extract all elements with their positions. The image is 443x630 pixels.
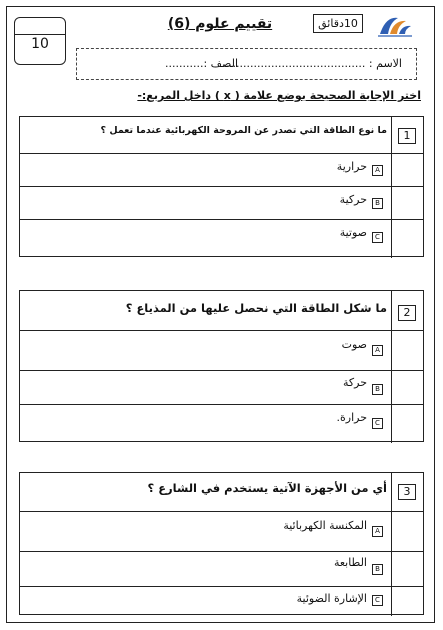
option-letter: B <box>372 384 383 395</box>
column-divider <box>391 405 392 443</box>
option-text: الإشارة الضوئية <box>296 592 367 605</box>
duration-box: 10دقائق <box>313 14 363 33</box>
question-2 <box>19 290 424 442</box>
option-text: الطابعة <box>333 556 367 569</box>
option-letter: A <box>372 345 383 356</box>
option-text: صوت <box>341 338 367 351</box>
option-row[interactable] <box>20 219 423 258</box>
question-3 <box>19 472 424 615</box>
option-text: حرارة. <box>336 411 367 424</box>
option-text: المكنسة الكهربائية <box>283 519 367 532</box>
option-text: حرارية <box>336 160 367 173</box>
student-name-field[interactable]: الاسم : .......................................... <box>218 57 402 70</box>
question-number: 2 <box>398 305 416 321</box>
option-letter: A <box>372 526 383 537</box>
instruction-text: اختر الإجابة الصحيحة بوضع علامة ( x ) داخل المربع:- <box>137 89 421 102</box>
column-divider <box>391 371 392 405</box>
option-row[interactable] <box>20 511 423 552</box>
option-letter: B <box>372 564 383 575</box>
column-divider <box>391 154 392 187</box>
option-letter: C <box>372 232 383 243</box>
question-number: 1 <box>398 128 416 144</box>
column-divider <box>391 587 392 616</box>
question-1 <box>19 116 424 257</box>
column-divider <box>391 291 392 330</box>
question-text: ما نوع الطاقة التي تصدر عن المروحة الكهربائية عندما تعمل ؟ <box>100 125 387 136</box>
option-row[interactable] <box>20 186 423 220</box>
page-title: تقييم علوم (6) <box>167 16 273 32</box>
option-row[interactable] <box>20 551 423 587</box>
option-letter: C <box>372 595 383 606</box>
question-number: 3 <box>398 484 416 500</box>
score-divider <box>15 34 65 35</box>
option-text: حركية <box>339 193 367 206</box>
option-row[interactable] <box>20 404 423 443</box>
option-text: صوتية <box>339 226 367 239</box>
option-letter: C <box>372 418 383 429</box>
option-letter: B <box>372 198 383 209</box>
option-row[interactable] <box>20 370 423 405</box>
question-text: ما شكل الطاقة التي نحصل عليها من المذياع ؟ <box>125 301 387 315</box>
column-divider <box>391 220 392 258</box>
score-value: 10 <box>31 36 49 52</box>
column-divider <box>391 331 392 371</box>
column-divider <box>391 552 392 587</box>
student-info-box <box>76 48 417 80</box>
column-divider <box>391 187 392 220</box>
column-divider <box>391 117 392 153</box>
column-divider <box>391 473 392 511</box>
score-box <box>14 17 66 65</box>
question-text: أي من الأجهزة الآتية يستخدم في الشارع ؟ <box>147 481 387 495</box>
option-text: حركة <box>342 376 367 389</box>
option-letter: A <box>372 165 383 176</box>
school-logo-icon <box>376 12 414 38</box>
option-row[interactable] <box>20 586 423 616</box>
option-row[interactable] <box>20 153 423 187</box>
student-class-field[interactable]: الصف :........... <box>165 57 238 70</box>
column-divider <box>391 512 392 552</box>
option-row[interactable] <box>20 330 423 371</box>
